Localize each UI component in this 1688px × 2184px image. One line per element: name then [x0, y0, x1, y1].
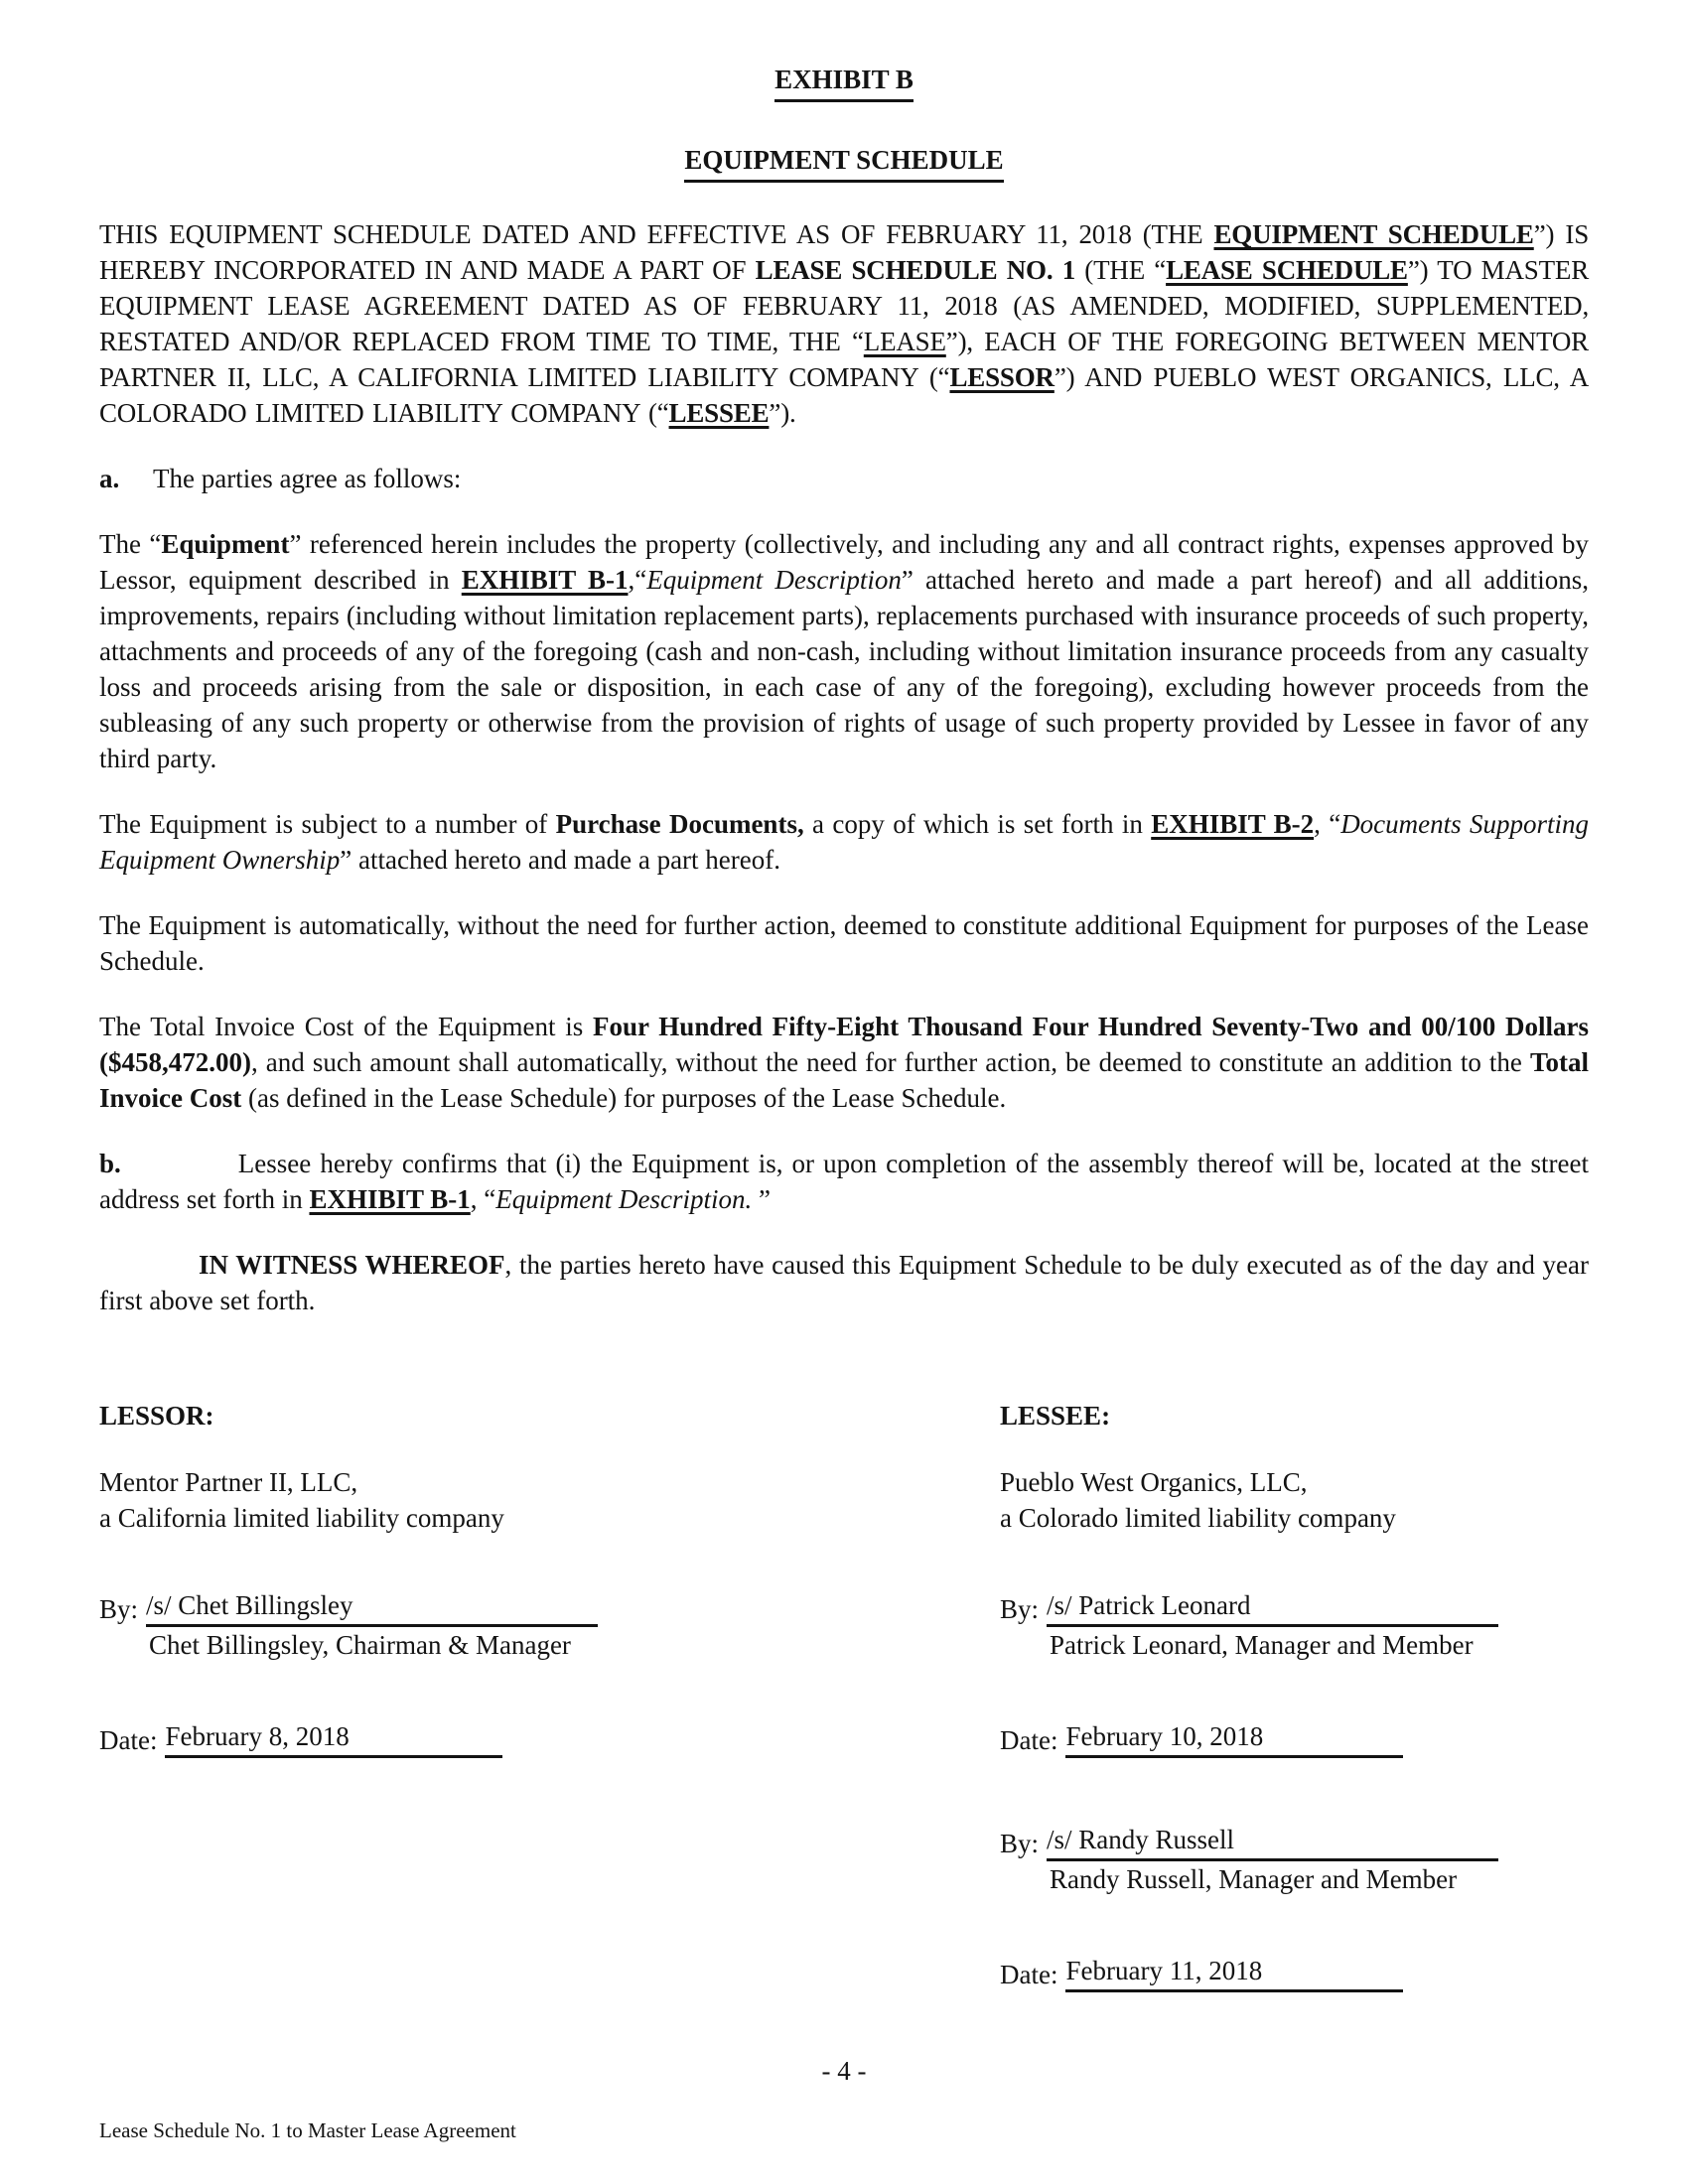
lessee-date-value-2: February 11, 2018 — [1065, 1956, 1263, 1985]
lessee-company — [1000, 1464, 1589, 1536]
schedule-title-text: EQUIPMENT SCHEDULE — [684, 142, 1003, 183]
total-invoice-cost-paragraph: The Total Invoice Cost of the Equipment is Four Hundred Fifty-Eight Thousand Four Hundred Seventy-Two and 00/100 Dollars ($458,472.00), and such amount shall automatically, without the need for further action, be deemed to constitute an addition to the Total Invoice Cost (as defined in the Lease Schedule) for purposes of the Lease Schedule. — [99, 1012, 1589, 1113]
schedule-title — [99, 142, 1589, 183]
exhibit-title — [99, 62, 1589, 102]
lessor-date-underline — [165, 1718, 502, 1758]
purchase-documents-paragraph: The Equipment is subject to a number of Purchase Documents, a copy of which is set forth in EXHIBIT B-2, “Documents Supporting Equipment Ownership” attached hereto and made a part hereof. — [99, 809, 1590, 875]
lessor-signature-line — [146, 1587, 598, 1627]
lessee-heading: LESSEE: — [1000, 1401, 1111, 1431]
lessor-heading: LESSOR: — [99, 1401, 214, 1431]
signature-section — [99, 1398, 1589, 1992]
lessor-date-label: Date: — [99, 1725, 158, 1755]
lessee-by-line-2 — [1000, 1822, 1589, 1861]
lessee-date-line-2 — [1000, 1953, 1589, 1992]
lessee-date-underline-2 — [1065, 1953, 1403, 1992]
lessee-by-label-2: By: — [1000, 1829, 1040, 1858]
lessor-by-line — [99, 1587, 1000, 1627]
lessor-signature-text: /s/ Chet Billingsley — [146, 1590, 353, 1620]
lessor-company — [99, 1464, 1000, 1536]
parties-agree-line: a. The parties agree as follows: — [99, 464, 462, 493]
lessee-date-line-1 — [1000, 1718, 1589, 1758]
lessor-signer-title: Chet Billingsley, Chairman & Manager — [149, 1630, 571, 1660]
location-confirmation-paragraph: b. Lessee hereby confirms that (i) the Equipment is, or upon completion of the assembly thereof will be, located at the street address set forth in EXHIBIT B-1, “Equipment Description. ” — [99, 1149, 1589, 1214]
lessee-signature-line-2 — [1047, 1822, 1498, 1861]
lessor-company-type: a California limited liability company — [99, 1503, 504, 1533]
lessee-signature-block — [1000, 1398, 1589, 1992]
lessor-signature-block — [99, 1398, 1000, 1992]
document-content — [99, 0, 1589, 1992]
lessee-date-underline-1 — [1065, 1718, 1403, 1758]
lessee-by-label-1: By: — [1000, 1594, 1040, 1624]
lessee-date-value-1: February 10, 2018 — [1065, 1721, 1264, 1751]
lessee-signer-title-1: Patrick Leonard, Manager and Member — [1050, 1630, 1474, 1660]
lessee-date-label-1: Date: — [1000, 1725, 1058, 1755]
lessee-signer-title-2: Randy Russell, Manager and Member — [1050, 1864, 1458, 1894]
lessor-by-label: By: — [99, 1594, 139, 1624]
lessee-date-label-2: Date: — [1000, 1960, 1058, 1989]
exhibit-title-text: EXHIBIT B — [774, 62, 914, 102]
lessee-by-line-1 — [1000, 1587, 1589, 1627]
footer-note: Lease Schedule No. 1 to Master Lease Agreement — [99, 2118, 516, 2142]
lessee-signature-text-1: /s/ Patrick Leonard — [1047, 1590, 1251, 1620]
intro-paragraph: THIS EQUIPMENT SCHEDULE DATED AND EFFECTIVE AS OF FEBRUARY 11, 2018 (THE EQUIPMENT SCHEDULE”) IS HEREBY INCORPORATED IN AND MADE A PART OF LEASE SCHEDULE NO. 1 (THE “LEASE SCHEDULE”) TO MASTER EQUIPMENT LEASE AGREEMENT DATED AS OF FEBRUARY 11, 2018 (AS AMENDED, MODIFIED, SUPPLEMENTED, RESTATED AND/OR REPLACED FROM TIME TO TIME, THE “LEASE”), EACH OF THE FOREGOING BETWEEN MENTOR PARTNER II, LLC, A CALIFORNIA LIMITED LIABILITY COMPANY (“LESSOR”) AND PUEBLO WEST ORGANICS, LLC, A COLORADO LIMITED LIABILITY COMPANY (“LESSEE”). — [99, 219, 1590, 428]
lessee-signature-text-2: /s/ Randy Russell — [1047, 1825, 1235, 1854]
additional-equipment-paragraph: The Equipment is automatically, without the need for further action, deemed to constitute additional Equipment for purposes of the Lease Schedule. — [99, 910, 1589, 976]
lessee-company-name: Pueblo West Organics, LLC, — [1000, 1467, 1308, 1497]
witness-paragraph: IN WITNESS WHEREOF, the parties hereto have caused this Equipment Schedule to be duly executed as of the day and year first above set forth. — [99, 1250, 1589, 1315]
lessee-signature-line-1 — [1047, 1587, 1498, 1627]
page-number: - 4 - — [821, 2056, 867, 2086]
lessee-company-type: a Colorado limited liability company — [1000, 1503, 1396, 1533]
lessor-company-name: Mentor Partner II, LLC, — [99, 1467, 358, 1497]
lessor-date-value: February 8, 2018 — [165, 1721, 350, 1751]
equipment-definition-paragraph: The “Equipment” referenced herein includes the property (collectively, and including any and all contract rights, expenses approved by Lessor, equipment described in EXHIBIT B-1,“Equipment Description” attached hereto and made a part hereof) and all additions, improvements, repairs (including without limitation replacement parts), replacements purchased with insurance proceeds of such property, attachments and proceeds of any of the foregoing (cash and non-cash, including without limitation insurance proceeds from any casualty loss and proceeds arising from the sale or disposition, in each case of any of the foregoing), excluding however proceeds from the subleasing of any such property or otherwise from the provision of rights of usage of such property provided by Lessee in favor of any third party. — [99, 529, 1589, 773]
lessor-date-line — [99, 1718, 1000, 1758]
